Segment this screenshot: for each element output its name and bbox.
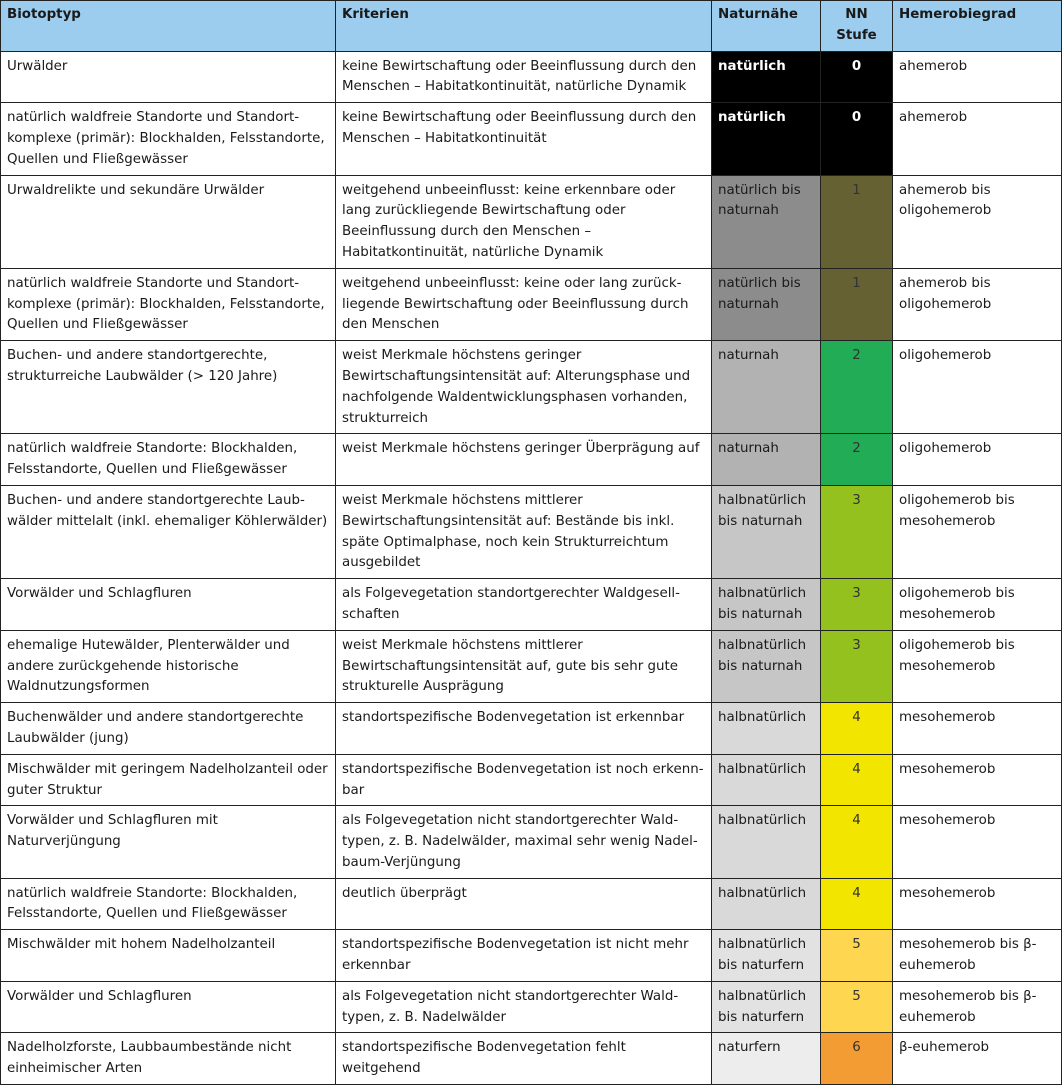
- cell-biotoptyp: Vorwälder und Schlagfluren: [1, 981, 336, 1033]
- cell-kriterien: als Folgevegetation standortgerechter Waldgesellschaften: [336, 579, 712, 631]
- cell-nn-stufe: 6: [821, 1033, 893, 1085]
- cell-biotoptyp: Mischwälder mit geringem Nadelholzanteil oder guter Struktur: [1, 754, 336, 806]
- table-row: [1, 341, 1062, 434]
- cell-nn-stufe: 5: [821, 981, 893, 1033]
- cell-kriterien: standortspezifische Bodenvegetation fehlt weitgehend: [336, 1033, 712, 1085]
- cell-hemerobiegrad: mesohemerob bis β-euhemerob: [893, 930, 1062, 982]
- cell-biotoptyp: Buchenwälder und andere standortgerechte Laubwälder (jung): [1, 703, 336, 755]
- cell-hemerobiegrad: oligohemerob bis mesohemerob: [893, 485, 1062, 578]
- table-row: [1, 703, 1062, 755]
- cell-naturnaehe: halbnatürlich bis naturnah: [712, 485, 821, 578]
- table-row: [1, 630, 1062, 702]
- cell-hemerobiegrad: oligohemerob bis mesohemerob: [893, 630, 1062, 702]
- cell-kriterien: als Folgevegetation nicht standortgerechter Waldtypen, z. B. Nadelwälder: [336, 981, 712, 1033]
- cell-nn-stufe: 2: [821, 434, 893, 486]
- cell-hemerobiegrad: oligohemerob: [893, 434, 1062, 486]
- cell-hemerobiegrad: mesohemerob: [893, 703, 1062, 755]
- cell-hemerobiegrad: ahemerob bis oligohemerob: [893, 175, 1062, 268]
- header-naturnaehe: Naturnähe: [712, 1, 821, 52]
- cell-kriterien: weist Merkmale höchstens geringer Bewirtschaftungsintensität auf: Alterungsphase und nachfolgende Waldentwicklungsphasen vorhanden, strukturreich: [336, 341, 712, 434]
- cell-kriterien: als Folgevegetation nicht standortgerechter Waldtypen, z. B. Nadelwälder, maximal sehr wenig Nadelbaum-Verjüngung: [336, 806, 712, 878]
- cell-nn-stufe: 3: [821, 579, 893, 631]
- cell-nn-stufe: 0: [821, 51, 893, 103]
- cell-naturnaehe: halbnatürlich: [712, 754, 821, 806]
- table-row: [1, 754, 1062, 806]
- cell-nn-stufe: 4: [821, 703, 893, 755]
- cell-naturnaehe: halbnatürlich: [712, 878, 821, 930]
- cell-hemerobiegrad: oligohemerob bis mesohemerob: [893, 579, 1062, 631]
- cell-biotoptyp: natürlich waldfreie Standorte und Standortkomplexe (primär): Blockhalden, Felsstandorte, Quellen und Fließgewässer: [1, 103, 336, 175]
- cell-biotoptyp: Vorwälder und Schlagfluren mit Naturverjüngung: [1, 806, 336, 878]
- table-row: [1, 268, 1062, 340]
- cell-naturnaehe: natürlich: [712, 103, 821, 175]
- cell-nn-stufe: 4: [821, 806, 893, 878]
- cell-kriterien: keine Bewirtschaftung oder Beeinflussung durch den Menschen – Habitatkontinuität, natürliche Dynamik: [336, 51, 712, 103]
- table-header: [1, 1, 1062, 52]
- cell-nn-stufe: 1: [821, 268, 893, 340]
- header-biotoptyp: Biotoptyp: [1, 1, 336, 52]
- cell-biotoptyp: natürlich waldfreie Standorte: Blockhalden, Felsstandorte, Quellen und Fließgewässer: [1, 878, 336, 930]
- table-body: [1, 51, 1062, 1084]
- header-hemerobiegrad: Hemerobiegrad: [893, 1, 1062, 52]
- cell-hemerobiegrad: oligohemerob: [893, 341, 1062, 434]
- cell-naturnaehe: halbnatürlich: [712, 703, 821, 755]
- cell-kriterien: weist Merkmale höchstens geringer Überprägung auf: [336, 434, 712, 486]
- table-row: [1, 175, 1062, 268]
- table-row: [1, 1033, 1062, 1085]
- cell-kriterien: standortspezifische Bodenvegetation ist nicht mehr erkennbar: [336, 930, 712, 982]
- cell-hemerobiegrad: mesohemerob: [893, 878, 1062, 930]
- cell-hemerobiegrad: β-euhemerob: [893, 1033, 1062, 1085]
- table-row: [1, 51, 1062, 103]
- cell-naturnaehe: naturnah: [712, 341, 821, 434]
- cell-nn-stufe: 4: [821, 878, 893, 930]
- cell-nn-stufe: 1: [821, 175, 893, 268]
- cell-nn-stufe: 3: [821, 630, 893, 702]
- table-row: [1, 930, 1062, 982]
- cell-hemerobiegrad: mesohemerob bis β-euhemerob: [893, 981, 1062, 1033]
- cell-kriterien: weist Merkmale höchstens mittlerer Bewirtschaftungsintensität auf: Bestände bis inkl. späte Optimalphase, noch kein Strukturreichtum ausgebildet: [336, 485, 712, 578]
- cell-kriterien: keine Bewirtschaftung oder Beeinflussung durch den Menschen – Habitatkontinuität: [336, 103, 712, 175]
- cell-biotoptyp: Urwaldrelikte und sekundäre Urwälder: [1, 175, 336, 268]
- cell-biotoptyp: Buchen- und andere standortgerechte, strukturreiche Laubwälder (> 120 Jahre): [1, 341, 336, 434]
- table-row: [1, 806, 1062, 878]
- cell-naturnaehe: natürlich: [712, 51, 821, 103]
- cell-hemerobiegrad: ahemerob bis oligohemerob: [893, 268, 1062, 340]
- cell-hemerobiegrad: ahemerob: [893, 103, 1062, 175]
- cell-hemerobiegrad: mesohemerob: [893, 754, 1062, 806]
- cell-nn-stufe: 2: [821, 341, 893, 434]
- cell-biotoptyp: Nadelholzforste, Laubbaumbestände nicht einheimischer Arten: [1, 1033, 336, 1085]
- cell-kriterien: weitgehend unbeeinflusst: keine oder lang zurückliegende Bewirtschaftung oder Beeinflussung durch den Menschen: [336, 268, 712, 340]
- cell-biotoptyp: Urwälder: [1, 51, 336, 103]
- cell-naturnaehe: halbnatürlich: [712, 806, 821, 878]
- table-row: [1, 878, 1062, 930]
- cell-naturnaehe: halbnatürlich bis naturnah: [712, 630, 821, 702]
- cell-kriterien: standortspezifische Bodenvegetation ist noch erkennbar: [336, 754, 712, 806]
- cell-kriterien: standortspezifische Bodenvegetation ist erkennbar: [336, 703, 712, 755]
- cell-naturnaehe: halbnatürlich bis naturnah: [712, 579, 821, 631]
- cell-kriterien: weitgehend unbeeinflusst: keine erkennbare oder lang zurückliegende Bewirtschaftung oder Beeinflussung durch den Menschen – Habitatkontinuität, natürliche Dynamik: [336, 175, 712, 268]
- cell-naturnaehe: natürlich bis naturnah: [712, 175, 821, 268]
- cell-nn-stufe: 5: [821, 930, 893, 982]
- table-row: [1, 981, 1062, 1033]
- table-row: [1, 103, 1062, 175]
- cell-biotoptyp: Mischwälder mit hohem Nadelholzanteil: [1, 930, 336, 982]
- header-nn-stufe: NN Stufe: [821, 1, 893, 52]
- cell-naturnaehe: halbnatürlich bis naturfern: [712, 930, 821, 982]
- cell-kriterien: deutlich überprägt: [336, 878, 712, 930]
- cell-nn-stufe: 4: [821, 754, 893, 806]
- cell-naturnaehe: naturnah: [712, 434, 821, 486]
- header-row: [1, 1, 1062, 52]
- cell-naturnaehe: halbnatürlich bis naturfern: [712, 981, 821, 1033]
- cell-naturnaehe: naturfern: [712, 1033, 821, 1085]
- cell-hemerobiegrad: mesohemerob: [893, 806, 1062, 878]
- cell-naturnaehe: natürlich bis naturnah: [712, 268, 821, 340]
- cell-kriterien: weist Merkmale höchstens mittlerer Bewirtschaftungsintensität auf, gute bis sehr gute strukturelle Ausprägung: [336, 630, 712, 702]
- cell-biotoptyp: Buchen- und andere standortgerechte Laubwälder mittelalt (inkl. ehemaliger Köhlerwälder): [1, 485, 336, 578]
- cell-nn-stufe: 3: [821, 485, 893, 578]
- cell-hemerobiegrad: ahemerob: [893, 51, 1062, 103]
- cell-biotoptyp: ehemalige Hutewälder, Plenterwälder und andere zurückgehende historische Waldnutzungsformen: [1, 630, 336, 702]
- cell-biotoptyp: natürlich waldfreie Standorte: Blockhalden, Felsstandorte, Quellen und Fließgewässer: [1, 434, 336, 486]
- table-row: [1, 434, 1062, 486]
- cell-biotoptyp: Vorwälder und Schlagfluren: [1, 579, 336, 631]
- cell-biotoptyp: natürlich waldfreie Standorte und Standortkomplexe (primär): Blockhalden, Felsstandorte, Quellen und Fließgewässer: [1, 268, 336, 340]
- table-row: [1, 579, 1062, 631]
- cell-nn-stufe: 0: [821, 103, 893, 175]
- header-kriterien: Kriterien: [336, 1, 712, 52]
- table-row: [1, 485, 1062, 578]
